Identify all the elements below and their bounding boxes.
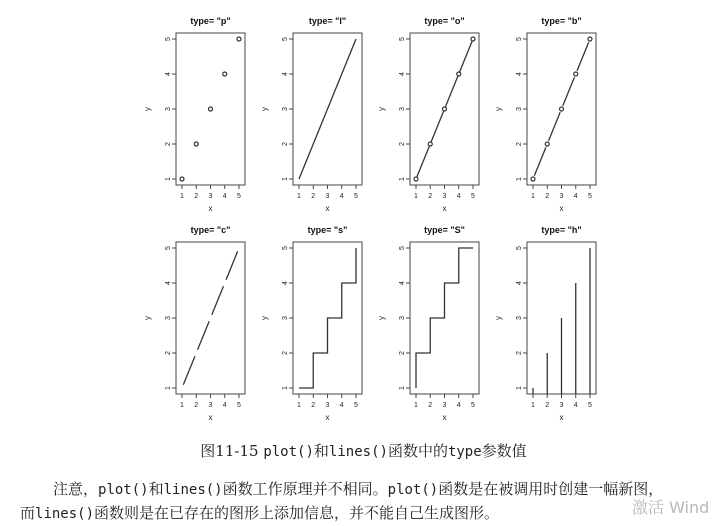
panel-title: type= "h" xyxy=(541,225,582,235)
y-tick-label: 5 xyxy=(164,37,172,41)
panel-6 xyxy=(260,225,362,422)
caption-rest: 函数中的 xyxy=(387,442,448,460)
x-tick-label: 2 xyxy=(311,193,316,200)
data-point xyxy=(209,107,213,111)
y-axis-label: y xyxy=(143,107,152,111)
caption-code-plot: plot() xyxy=(263,444,314,460)
x-tick-label: 5 xyxy=(588,402,592,409)
x-tick-label: 2 xyxy=(545,193,550,200)
x-tick-label: 1 xyxy=(297,193,301,200)
para-code: plot() xyxy=(98,482,149,498)
y-tick-label: 1 xyxy=(164,386,172,390)
x-axis-label: x xyxy=(208,413,213,422)
panel-title: type= "b" xyxy=(541,16,582,26)
data-point xyxy=(545,142,549,146)
y-tick-label: 2 xyxy=(164,142,172,146)
series-segment xyxy=(226,251,238,280)
caption-code-lines: lines() xyxy=(328,444,388,460)
y-axis-label: y xyxy=(260,107,269,111)
panel-1 xyxy=(143,16,245,213)
y-axis-label: y xyxy=(494,107,503,111)
series-segment xyxy=(534,147,546,176)
data-point xyxy=(237,37,241,41)
panel-title: type= "o" xyxy=(424,16,465,26)
x-tick-label: 5 xyxy=(354,193,358,200)
caption-end: 参数值 xyxy=(481,442,527,460)
y-tick-label: 4 xyxy=(515,72,523,76)
x-tick-label: 5 xyxy=(237,402,241,409)
y-tick-label: 4 xyxy=(281,281,289,285)
x-tick-label: 1 xyxy=(180,193,184,200)
x-tick-label: 5 xyxy=(588,193,592,200)
x-tick-label: 5 xyxy=(354,402,358,409)
x-tick-label: 2 xyxy=(428,193,433,200)
y-tick-label: 2 xyxy=(164,351,172,355)
x-tick-label: 4 xyxy=(456,193,461,200)
series-segment xyxy=(198,321,210,350)
figure-caption xyxy=(0,440,727,461)
y-tick-label: 5 xyxy=(281,246,289,250)
x-tick-label: 5 xyxy=(471,402,475,409)
y-tick-label: 3 xyxy=(281,316,289,320)
x-axis-label: x xyxy=(559,413,564,422)
data-point xyxy=(180,177,184,181)
data-point xyxy=(428,142,432,146)
y-tick-label: 5 xyxy=(281,37,289,41)
panel-7 xyxy=(377,225,479,422)
data-point xyxy=(574,72,578,76)
x-tick-label: 1 xyxy=(297,402,301,409)
x-axis-label: x xyxy=(442,204,447,213)
panel-8 xyxy=(494,225,596,422)
y-tick-label: 1 xyxy=(515,177,523,181)
x-tick-label: 2 xyxy=(545,402,550,409)
x-tick-label: 4 xyxy=(222,193,227,200)
para-text: 注意， xyxy=(53,480,99,498)
series-segment xyxy=(212,286,224,315)
para-code: plot() xyxy=(387,482,439,498)
x-tick-label: 3 xyxy=(208,402,213,409)
panel-5 xyxy=(143,225,245,422)
x-tick-label: 3 xyxy=(325,193,330,200)
para-text: 函数是在被调用时创建一幅新图， xyxy=(438,480,664,498)
series-step xyxy=(299,248,356,388)
y-tick-label: 2 xyxy=(281,142,289,146)
panel-title: type= "s" xyxy=(307,225,348,235)
x-tick-label: 4 xyxy=(456,402,461,409)
para-text: 函数则是在已存在的图形上添加信息，并不能自己生成图形。 xyxy=(94,504,500,522)
x-tick-label: 2 xyxy=(194,193,199,200)
x-tick-label: 3 xyxy=(208,193,213,200)
x-axis-label: x xyxy=(325,204,330,213)
panel-4 xyxy=(494,16,596,213)
x-tick-label: 1 xyxy=(531,402,535,409)
para-text: 而 xyxy=(20,504,36,522)
y-tick-label: 4 xyxy=(164,281,172,285)
y-tick-label: 1 xyxy=(398,177,406,181)
y-axis-label: y xyxy=(260,316,269,320)
series-step xyxy=(416,248,473,388)
x-tick-label: 3 xyxy=(559,402,564,409)
x-tick-label: 4 xyxy=(573,402,578,409)
activation-watermark: 激活 Wind xyxy=(632,498,710,517)
x-tick-label: 3 xyxy=(442,193,447,200)
y-tick-label: 5 xyxy=(398,246,406,250)
x-tick-label: 1 xyxy=(531,193,535,200)
data-point xyxy=(588,37,592,41)
x-tick-label: 3 xyxy=(325,402,330,409)
y-tick-label: 5 xyxy=(515,37,523,41)
y-tick-label: 5 xyxy=(164,246,172,250)
para-text: 函数工作原理并不相同。 xyxy=(222,480,388,498)
x-axis-label: x xyxy=(325,413,330,422)
y-tick-label: 4 xyxy=(515,281,523,285)
x-tick-label: 5 xyxy=(237,193,241,200)
y-tick-label: 4 xyxy=(398,281,406,285)
data-point xyxy=(414,177,418,181)
series-segment xyxy=(183,356,195,385)
y-tick-label: 4 xyxy=(281,72,289,76)
y-tick-label: 3 xyxy=(164,316,172,320)
para-code: lines() xyxy=(35,506,95,522)
y-axis-label: y xyxy=(377,316,386,320)
y-tick-label: 3 xyxy=(281,107,289,111)
panel-title: type= "c" xyxy=(190,225,231,235)
data-point xyxy=(457,72,461,76)
para-text: 和 xyxy=(148,480,164,498)
y-tick-label: 1 xyxy=(281,386,289,390)
y-tick-label: 3 xyxy=(164,107,172,111)
x-axis-label: x xyxy=(442,413,447,422)
y-tick-label: 2 xyxy=(515,351,523,355)
y-tick-label: 1 xyxy=(281,177,289,181)
x-tick-label: 1 xyxy=(414,193,418,200)
series-segment xyxy=(549,112,561,141)
plot-frame xyxy=(176,242,245,394)
paragraph-line-1 xyxy=(20,477,720,502)
y-axis-label: y xyxy=(143,316,152,320)
x-tick-label: 4 xyxy=(339,402,344,409)
data-point xyxy=(531,177,535,181)
y-tick-label: 5 xyxy=(398,37,406,41)
y-axis-label: y xyxy=(377,107,386,111)
y-tick-label: 1 xyxy=(164,177,172,181)
series-line xyxy=(299,39,356,179)
y-tick-label: 3 xyxy=(398,316,406,320)
x-tick-label: 3 xyxy=(442,402,447,409)
x-tick-label: 4 xyxy=(222,402,227,409)
x-tick-label: 2 xyxy=(194,402,199,409)
caption-code-type: type xyxy=(447,444,482,460)
data-point xyxy=(223,72,227,76)
panel-title: type= "S" xyxy=(424,225,465,235)
x-tick-label: 1 xyxy=(414,402,418,409)
series-segment xyxy=(563,77,575,106)
y-tick-label: 2 xyxy=(398,142,406,146)
y-tick-label: 3 xyxy=(398,107,406,111)
data-point xyxy=(194,142,198,146)
x-tick-label: 1 xyxy=(180,402,184,409)
x-tick-label: 2 xyxy=(428,402,433,409)
data-point xyxy=(560,107,564,111)
x-tick-label: 2 xyxy=(311,402,316,409)
x-tick-label: 5 xyxy=(471,193,475,200)
y-tick-label: 1 xyxy=(515,386,523,390)
y-tick-label: 3 xyxy=(515,316,523,320)
y-tick-label: 1 xyxy=(398,386,406,390)
y-axis-label: y xyxy=(494,316,503,320)
panel-title: type= "p" xyxy=(190,16,231,26)
x-tick-label: 4 xyxy=(573,193,578,200)
caption-and: 和 xyxy=(313,442,329,460)
panel-2 xyxy=(260,16,362,213)
y-tick-label: 4 xyxy=(164,72,172,76)
data-point xyxy=(471,37,475,41)
x-tick-label: 4 xyxy=(339,193,344,200)
caption-figure-number: 图11-15 xyxy=(200,442,259,460)
y-tick-label: 2 xyxy=(281,351,289,355)
series-segment xyxy=(577,42,589,71)
x-axis-label: x xyxy=(208,204,213,213)
x-axis-label: x xyxy=(559,204,564,213)
paragraph-line-2 xyxy=(20,501,720,526)
y-tick-label: 3 xyxy=(515,107,523,111)
x-tick-label: 3 xyxy=(559,193,564,200)
y-tick-label: 2 xyxy=(398,351,406,355)
para-code: lines() xyxy=(163,482,223,498)
panel-title: type= "l" xyxy=(308,16,347,26)
data-point xyxy=(443,107,447,111)
panel-3 xyxy=(377,16,479,213)
y-tick-label: 5 xyxy=(515,246,523,250)
y-tick-label: 4 xyxy=(398,72,406,76)
y-tick-label: 2 xyxy=(515,142,523,146)
